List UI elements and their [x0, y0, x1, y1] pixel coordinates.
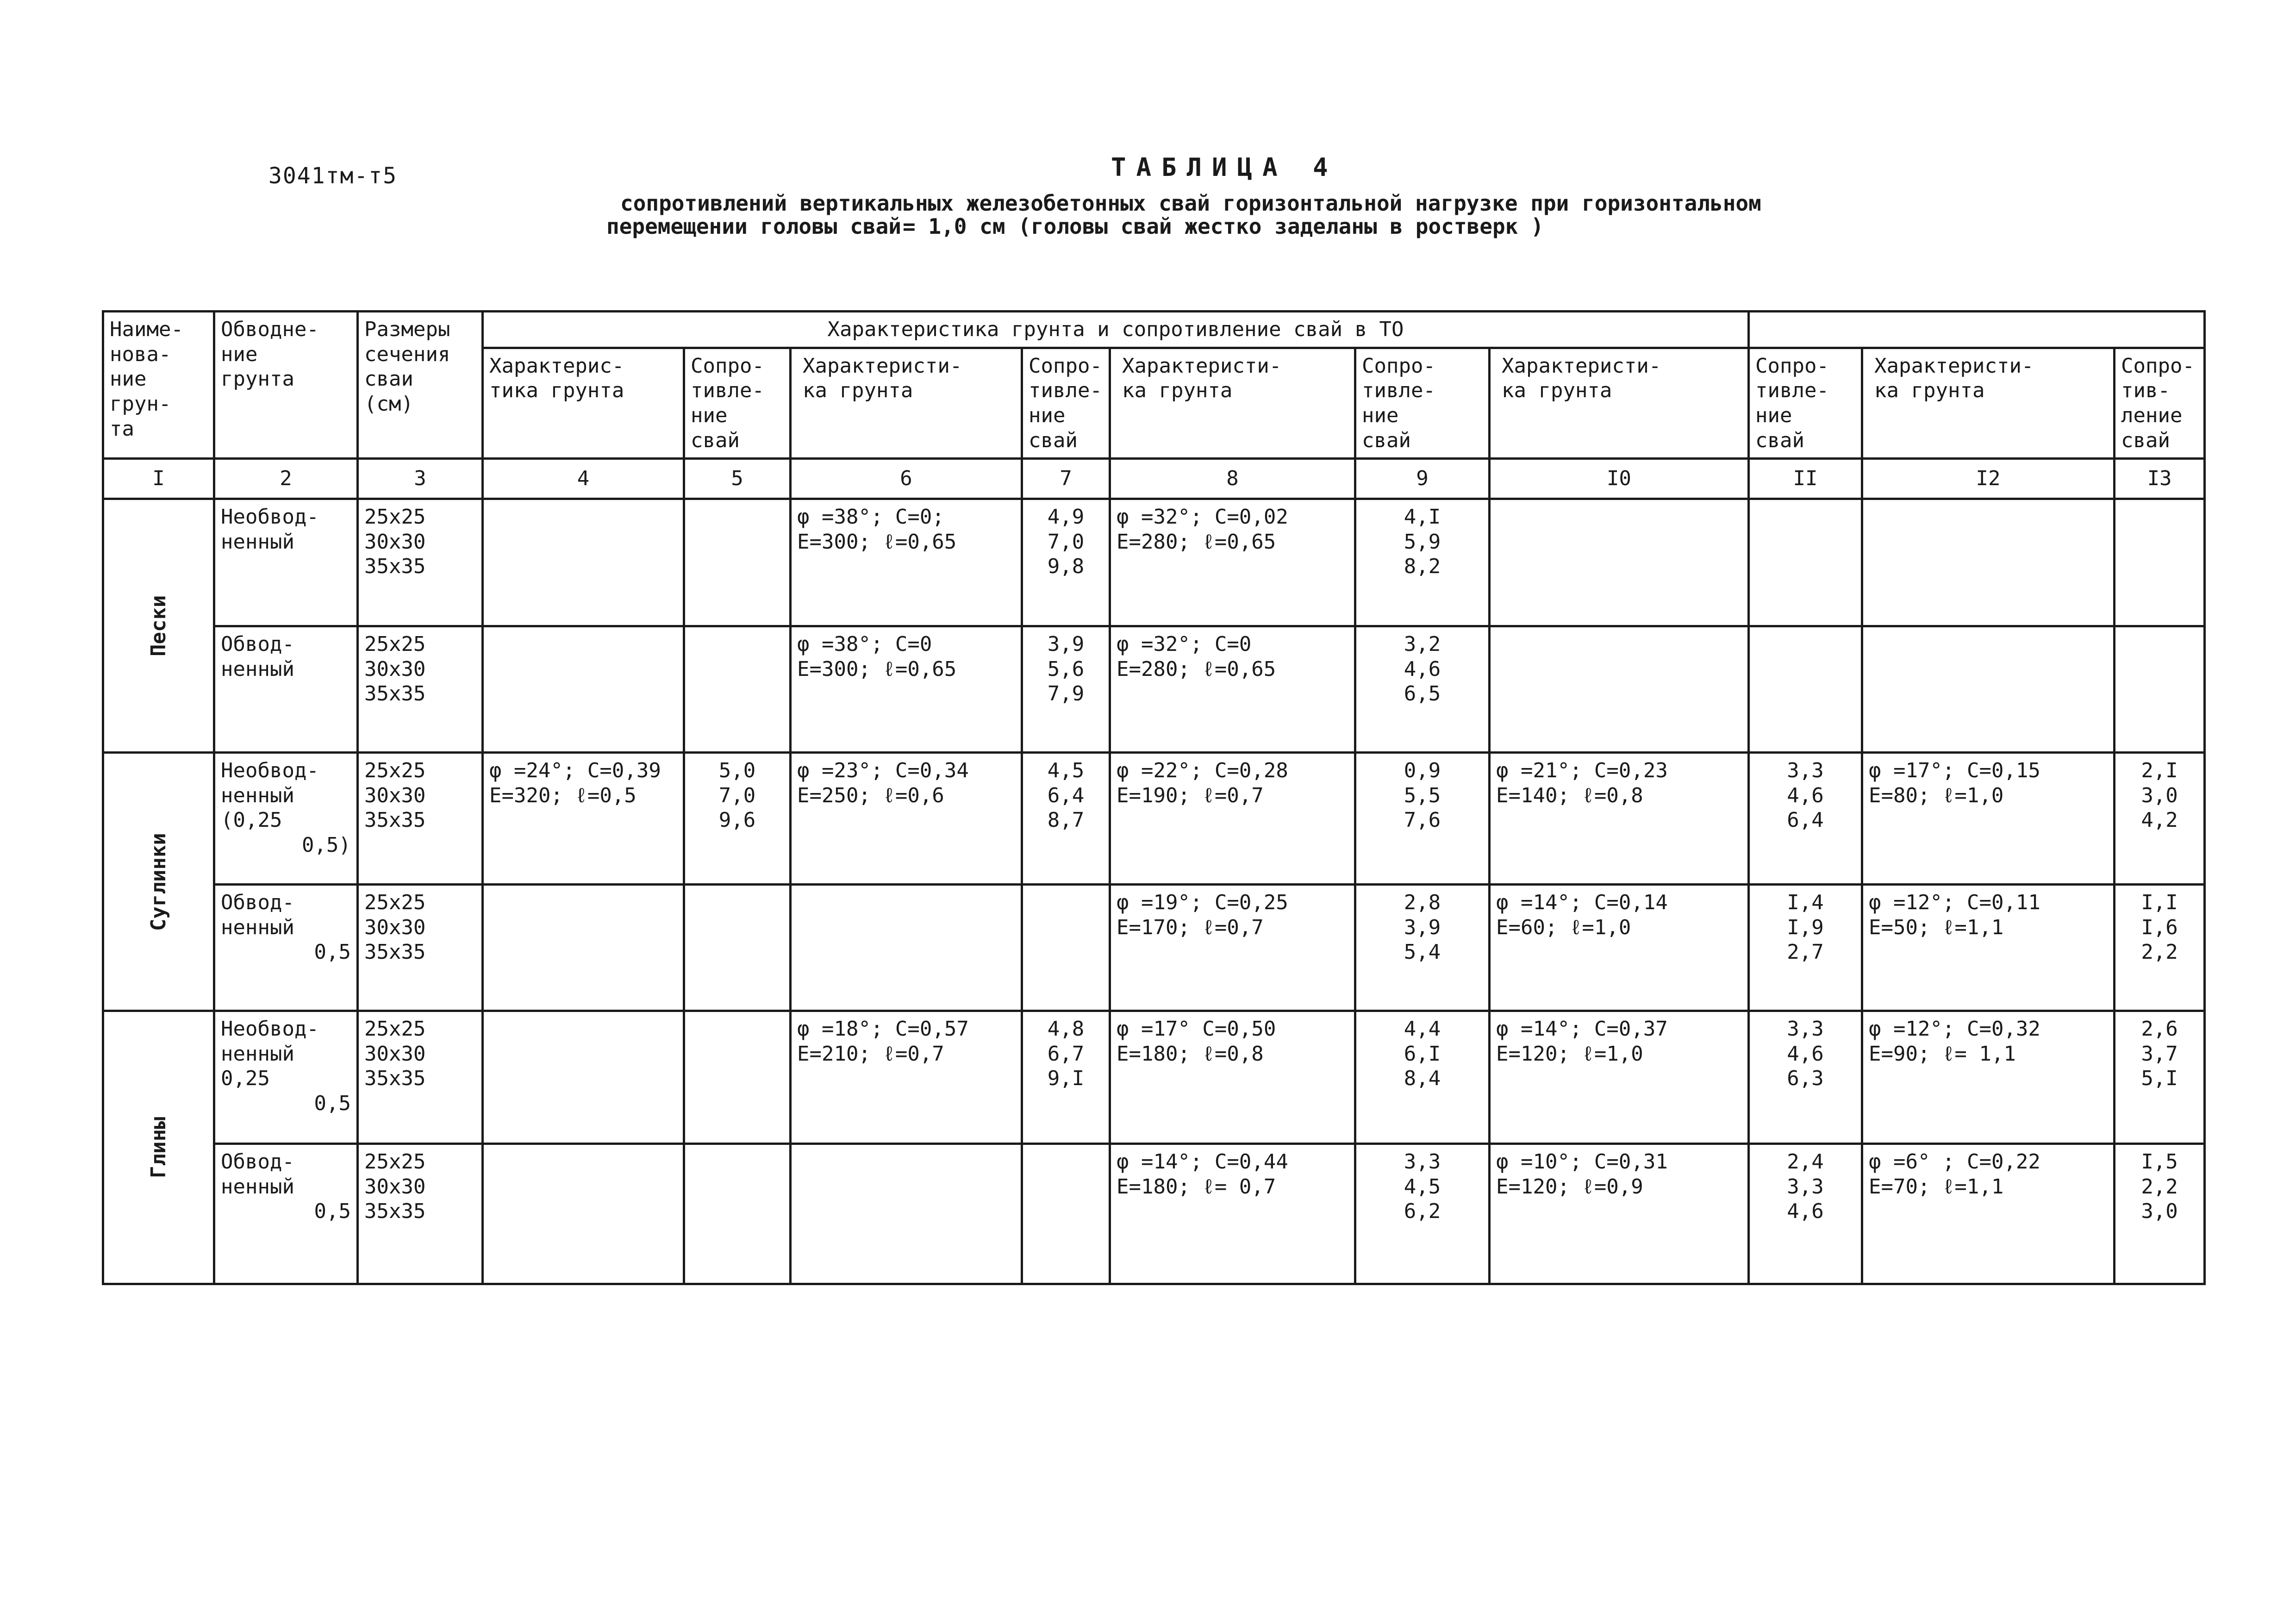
size-cell: 25x25 30x30 35x35	[358, 753, 483, 885]
table-row	[103, 1011, 2205, 1144]
cell-c10: φ =14°; С=0,14 Е=60; ℓ=1,0	[1490, 885, 1749, 1011]
cell-c9: 2,8 3,9 5,4	[1355, 885, 1490, 1011]
table-row	[103, 499, 2205, 626]
cell-c5	[684, 499, 791, 626]
watering-cell	[214, 885, 358, 1011]
col-number: 9	[1355, 459, 1490, 499]
header-col-12: Характеристи- ка грунта	[1862, 348, 2115, 459]
document-code: 3041тм-т5	[268, 163, 398, 189]
soil-label-sand: Пески	[103, 499, 214, 753]
cell-c10: φ =10°; С=0,31 Е=120; ℓ=0,9	[1490, 1144, 1749, 1284]
cell-c5: 5,0 7,0 9,6	[684, 753, 791, 885]
cell-c9: 4,I 5,9 8,2	[1355, 499, 1490, 626]
col-number: I	[103, 459, 214, 499]
col-number: 2	[214, 459, 358, 499]
watering-extra: 0,5	[314, 940, 351, 964]
cell-c6	[791, 1144, 1022, 1284]
header-col-6: Характеристи- ка грунта	[791, 348, 1022, 459]
col-number: II	[1749, 459, 1862, 499]
cell-c13: 2,I 3,0 4,2	[2115, 753, 2205, 885]
cell-c4	[483, 1011, 684, 1144]
cell-c4	[483, 499, 684, 626]
col-number: I3	[2115, 459, 2205, 499]
watering-cell: Обвод- ненный	[214, 626, 358, 753]
soil-label-clay: Глины	[103, 1011, 214, 1284]
header-col-7: Сопро- тивле- ние свай	[1022, 348, 1110, 459]
cell-c8: φ =32°; С=0 Е=280; ℓ=0,65	[1110, 626, 1355, 753]
cell-c13: I,5 2,2 3,0	[2115, 1144, 2205, 1284]
cell-c13: I,I I,6 2,2	[2115, 885, 2205, 1011]
cell-c6: φ =23°; С=0,34 Е=250; ℓ=0,6	[791, 753, 1022, 885]
cell-c4	[483, 885, 684, 1011]
cell-c11	[1749, 499, 1862, 626]
cell-c10	[1490, 626, 1749, 753]
table-title: ТАБЛИЦА 4	[1111, 153, 1338, 182]
watering-cell	[214, 1011, 358, 1144]
watering-text: Обвод- ненный	[221, 1150, 294, 1199]
cell-c10: φ =21°; С=0,23 Е=140; ℓ=0,8	[1490, 753, 1749, 885]
header-group-blank	[1749, 312, 2205, 348]
cell-c5	[684, 1144, 791, 1284]
cell-c6: φ =18°; С=0,57 Е=210; ℓ=0,7	[791, 1011, 1022, 1144]
col-number: 5	[684, 459, 791, 499]
cell-c11: 2,4 3,3 4,6	[1749, 1144, 1862, 1284]
soil-label-loam: Суглинки	[103, 753, 214, 1011]
size-cell: 25x25 30x30 35x35	[358, 1011, 483, 1144]
watering-text: Необвод- ненный 0,25	[221, 1017, 319, 1091]
cell-c10: φ =14°; С=0,37 Е=120; ℓ=1,0	[1490, 1011, 1749, 1144]
cell-c11: 3,3 4,6 6,3	[1749, 1011, 1862, 1144]
watering-cell	[214, 753, 358, 885]
cell-c8: φ =19°; С=0,25 Е=170; ℓ=0,7	[1110, 885, 1355, 1011]
cell-c12: φ =12°; С=0,32 Е=90; ℓ= 1,1	[1862, 1011, 2115, 1144]
cell-c5	[684, 626, 791, 753]
header-group-to: Характеристика грунта и сопротивление свай в ТО	[483, 312, 1749, 348]
pile-resistance-table	[102, 310, 2206, 1285]
col-number: I2	[1862, 459, 2115, 499]
size-cell: 25x25 30x30 35x35	[358, 499, 483, 626]
watering-extra: 0,5)	[302, 833, 351, 857]
cell-c5	[684, 1011, 791, 1144]
watering-text: Обвод- ненный	[221, 891, 294, 939]
table-subtitle-note: = 1,0 см (головы свай жестко заделаны в ростверк )	[903, 214, 1544, 239]
cell-c7: 3,9 5,6 7,9	[1022, 626, 1110, 753]
table-row	[103, 753, 2205, 885]
col-number: I0	[1490, 459, 1749, 499]
cell-c4	[483, 1144, 684, 1284]
cell-c12: φ =17°; С=0,15 Е=80; ℓ=1,0	[1862, 753, 2115, 885]
header-col-10: Характеристи- ка грунта	[1490, 348, 1749, 459]
cell-c6: φ =38°; С=0 Е=300; ℓ=0,65	[791, 626, 1022, 753]
header-watering: Обводне- ние грунта	[214, 312, 358, 459]
size-cell: 25x25 30x30 35x35	[358, 1144, 483, 1284]
cell-c8: φ =14°; С=0,44 Е=180; ℓ= 0,7	[1110, 1144, 1355, 1284]
cell-c5	[684, 885, 791, 1011]
table-subtitle-line2: перемещении головы свай	[606, 214, 901, 239]
cell-c8: φ =17° С=0,50 Е=180; ℓ=0,8	[1110, 1011, 1355, 1144]
table-row	[103, 626, 2205, 753]
cell-c11: 3,3 4,6 6,4	[1749, 753, 1862, 885]
table-subtitle-line1: сопротивлений вертикальных железобетонных свай горизонтальной нагрузке при горизонтальном	[620, 191, 1761, 216]
header-col-8: Характеристи- ка грунта	[1110, 348, 1355, 459]
cell-c9: 0,9 5,5 7,6	[1355, 753, 1490, 885]
cell-c6	[791, 885, 1022, 1011]
cell-c7: 4,5 6,4 8,7	[1022, 753, 1110, 885]
column-number-row	[103, 459, 2205, 499]
header-col-4: Характерис- тика грунта	[483, 348, 684, 459]
header-col-9: Сопро- тивле- ние свай	[1355, 348, 1490, 459]
header-col-11: Сопро- тивле- ние свай	[1749, 348, 1862, 459]
table-row	[103, 885, 2205, 1011]
cell-c12: φ =12°; С=0,11 Е=50; ℓ=1,1	[1862, 885, 2115, 1011]
cell-c8: φ =32°; С=0,02 Е=280; ℓ=0,65	[1110, 499, 1355, 626]
size-cell: 25x25 30x30 35x35	[358, 626, 483, 753]
cell-c11	[1749, 626, 1862, 753]
cell-c7: 4,8 6,7 9,I	[1022, 1011, 1110, 1144]
header-col-13: Сопро- тив- ление свай	[2115, 348, 2205, 459]
cell-c8: φ =22°; С=0,28 Е=190; ℓ=0,7	[1110, 753, 1355, 885]
watering-text: Необвод- ненный (0,25	[221, 759, 319, 832]
cell-c9: 3,3 4,5 6,2	[1355, 1144, 1490, 1284]
header-section-size: Размеры сечения сваи (см)	[358, 312, 483, 459]
header-col-5: Сопро- тивле- ние свай	[684, 348, 791, 459]
col-number: 8	[1110, 459, 1355, 499]
col-number: 6	[791, 459, 1022, 499]
cell-c6: φ =38°; С=0; Е=300; ℓ=0,65	[791, 499, 1022, 626]
col-number: 7	[1022, 459, 1110, 499]
col-number: 3	[358, 459, 483, 499]
cell-c10	[1490, 499, 1749, 626]
cell-c13	[2115, 499, 2205, 626]
cell-c12	[1862, 626, 2115, 753]
cell-c9: 4,4 6,I 8,4	[1355, 1011, 1490, 1144]
cell-c7	[1022, 1144, 1110, 1284]
watering-extra: 0,5	[314, 1199, 351, 1224]
cell-c13	[2115, 626, 2205, 753]
watering-extra: 0,5	[314, 1092, 351, 1116]
cell-c7: 4,9 7,0 9,8	[1022, 499, 1110, 626]
cell-c13: 2,6 3,7 5,I	[2115, 1011, 2205, 1144]
cell-c4	[483, 626, 684, 753]
cell-c7	[1022, 885, 1110, 1011]
cell-c9: 3,2 4,6 6,5	[1355, 626, 1490, 753]
table-row	[103, 1144, 2205, 1284]
header-soil-name: Наиме- нова- ние грун- та	[103, 312, 214, 459]
cell-c11: I,4 I,9 2,7	[1749, 885, 1862, 1011]
watering-cell	[214, 1144, 358, 1284]
col-number: 4	[483, 459, 684, 499]
cell-c12: φ =6° ; С=0,22 Е=70; ℓ=1,1	[1862, 1144, 2115, 1284]
watering-cell: Необвод- ненный	[214, 499, 358, 626]
size-cell: 25x25 30x30 35x35	[358, 885, 483, 1011]
cell-c12	[1862, 499, 2115, 626]
cell-c4: φ =24°; С=0,39 Е=320; ℓ=0,5	[483, 753, 684, 885]
